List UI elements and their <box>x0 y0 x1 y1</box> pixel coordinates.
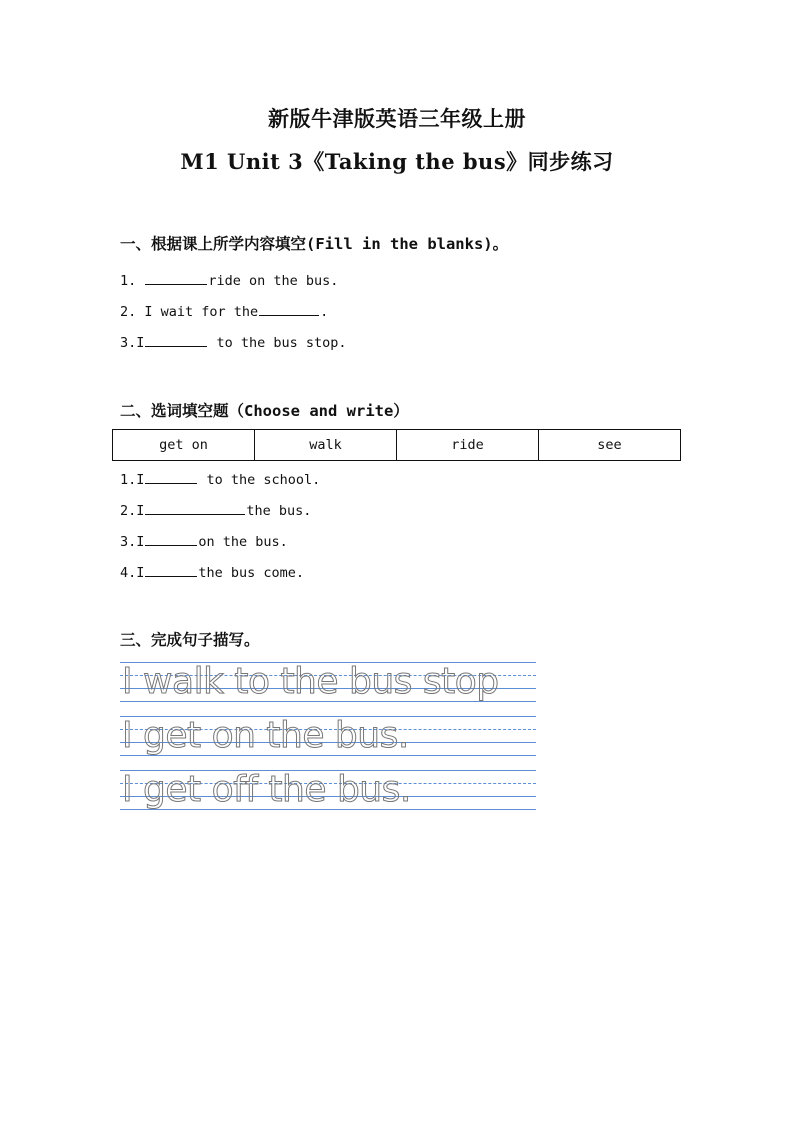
section-2-item-1 <box>120 470 320 488</box>
trace-sentence-3[interactable]: I get off the bus. <box>122 769 411 810</box>
trace-sentence-1[interactable]: I walk to the bus stop <box>122 661 499 702</box>
item-prefix: 3.I <box>120 335 145 351</box>
answer-blank[interactable] <box>259 302 319 316</box>
page-subtitle: M1 Unit 3《Taking the bus》同步练习 <box>180 149 614 174</box>
word-bank-item: see <box>539 430 681 461</box>
section-1-item-1 <box>120 271 338 289</box>
item-prefix: 2.I <box>120 503 145 519</box>
word-bank-item: walk <box>255 430 397 461</box>
section-2-heading: 二、选词填空题（Choose and write） <box>120 402 409 420</box>
word-bank-item: ride <box>397 430 539 461</box>
answer-blank[interactable] <box>145 333 207 347</box>
item-suffix: . <box>320 304 329 320</box>
item-prefix: 2. I wait for the <box>120 304 259 320</box>
item-suffix: the bus. <box>246 503 312 519</box>
answer-blank[interactable] <box>145 470 197 484</box>
section-1-item-2 <box>120 302 328 320</box>
answer-blank[interactable] <box>145 271 207 285</box>
answer-blank[interactable] <box>145 532 197 546</box>
word-bank-table <box>112 429 681 461</box>
section-1-item-3 <box>120 333 347 351</box>
item-prefix: 1. <box>120 273 145 289</box>
word-bank-item: get on <box>113 430 255 461</box>
answer-blank[interactable] <box>145 501 245 515</box>
item-prefix: 3.I <box>120 534 145 550</box>
page-title: 新版牛津版英语三年级上册 <box>268 106 526 131</box>
section-2-item-2 <box>120 501 311 519</box>
section-3-heading: 三、完成句子描写。 <box>120 631 260 649</box>
trace-sentence-2[interactable]: I get on the bus. <box>122 715 409 756</box>
section-2-item-4 <box>120 563 304 581</box>
item-prefix: 1.I <box>120 472 145 488</box>
section-1-heading: 一、根据课上所学内容填空(Fill in the blanks)。 <box>120 235 509 253</box>
answer-blank[interactable] <box>145 563 197 577</box>
item-prefix: 4.I <box>120 565 145 581</box>
item-suffix: the bus come. <box>198 565 305 581</box>
item-suffix: to the school. <box>198 472 321 488</box>
section-2-item-3 <box>120 532 288 550</box>
item-suffix: to the bus stop. <box>208 335 347 351</box>
item-suffix: ride on the bus. <box>208 273 339 289</box>
tracing-practice-area <box>120 660 536 812</box>
item-suffix: on the bus. <box>198 534 288 550</box>
